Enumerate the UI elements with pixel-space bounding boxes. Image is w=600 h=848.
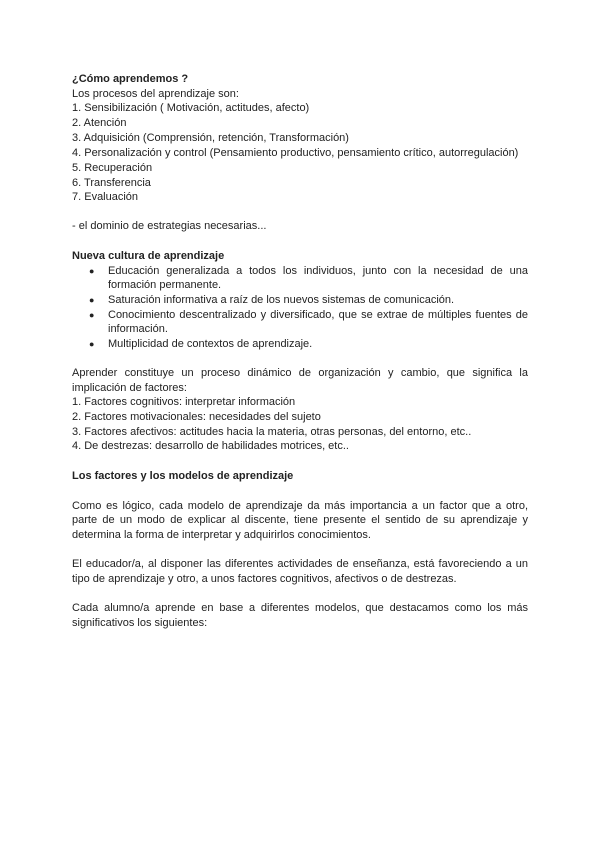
bullet-item-line: Educación generalizada a todos los individuos, junto con la necesidad de una: [108, 265, 528, 277]
heading-factores-modelos: Los factores y los modelos de aprendizaje: [72, 470, 294, 482]
bullet-item-line: información.: [108, 323, 168, 335]
process-item: 6. Transferencia: [72, 177, 151, 189]
heading-como-aprendemos: ¿Cómo aprendemos ?: [72, 73, 189, 85]
bullet-icon: ●: [89, 339, 95, 349]
paragraph-line: determina la forma de interpretar y adquirirlos conocimientos.: [72, 529, 371, 541]
paragraph-line: significativos los siguientes:: [72, 617, 208, 629]
paragraph-line: Como es lógico, cada modelo de aprendizaje da más importancia a un factor que a otro,: [72, 500, 528, 512]
heading-nueva-cultura: Nueva cultura de aprendizaje: [72, 250, 225, 262]
bullet-item-line: Conocimiento descentralizado y diversificado, que se extrae de múltiples fuentes de: [108, 309, 528, 321]
factor-item: 3. Factores afectivos: actitudes hacia la materia, otras personas, del entorno, etc..: [72, 426, 472, 438]
process-item: 3. Adquisición (Comprensión, retención, Transformación): [72, 132, 349, 144]
process-item: 4. Personalización y control (Pensamiento productivo, pensamiento crítico, autorregulación): [72, 147, 519, 159]
factor-item: 2. Factores motivacionales: necesidades del sujeto: [72, 411, 321, 423]
paragraph-line: Aprender constituye un proceso dinámico de organización y cambio, que significa la: [72, 367, 528, 379]
processes-intro: Los procesos del aprendizaje son:: [72, 88, 239, 100]
process-item: 7. Evaluación: [72, 191, 139, 203]
bullet-item-line: Multiplicidad de contextos de aprendizaje.: [108, 338, 313, 350]
bullet-icon: ●: [89, 310, 95, 320]
factor-item: 4. De destrezas: desarrollo de habilidades motrices, etc..: [72, 440, 349, 452]
bullet-item-line: Saturación informativa a raíz de los nuevos sistemas de comunicación.: [108, 294, 455, 306]
paragraph-line: implicación de factores:: [72, 382, 187, 394]
process-item: 2. Atención: [72, 117, 127, 129]
paragraph-line: tipo de aprendizaje y otro, a unos factores cognitivos, afectivos o de destrezas.: [72, 573, 457, 585]
factor-item: 1. Factores cognitivos: interpretar información: [72, 396, 296, 408]
process-item: 1. Sensibilización ( Motivación, actitudes, afecto): [72, 102, 310, 114]
process-item: 5. Recuperación: [72, 162, 153, 174]
bullet-icon: ●: [89, 266, 95, 276]
paragraph-line: Cada alumno/a aprende en base a diferentes modelos, que destacamos como los más: [72, 602, 528, 614]
paragraph-line: parte de un modo de explicar al discente, tiene presente el sentido de su aprendizaje y: [72, 514, 528, 526]
paragraph-line: El educador/a, al disponer las diferentes actividades de enseñanza, está favoreciendo a un: [72, 558, 528, 570]
bullet-item-line: formación permanente.: [108, 279, 222, 291]
bullet-icon: ●: [89, 295, 95, 305]
strategies-note: - el dominio de estrategias necesarias...: [72, 220, 267, 232]
